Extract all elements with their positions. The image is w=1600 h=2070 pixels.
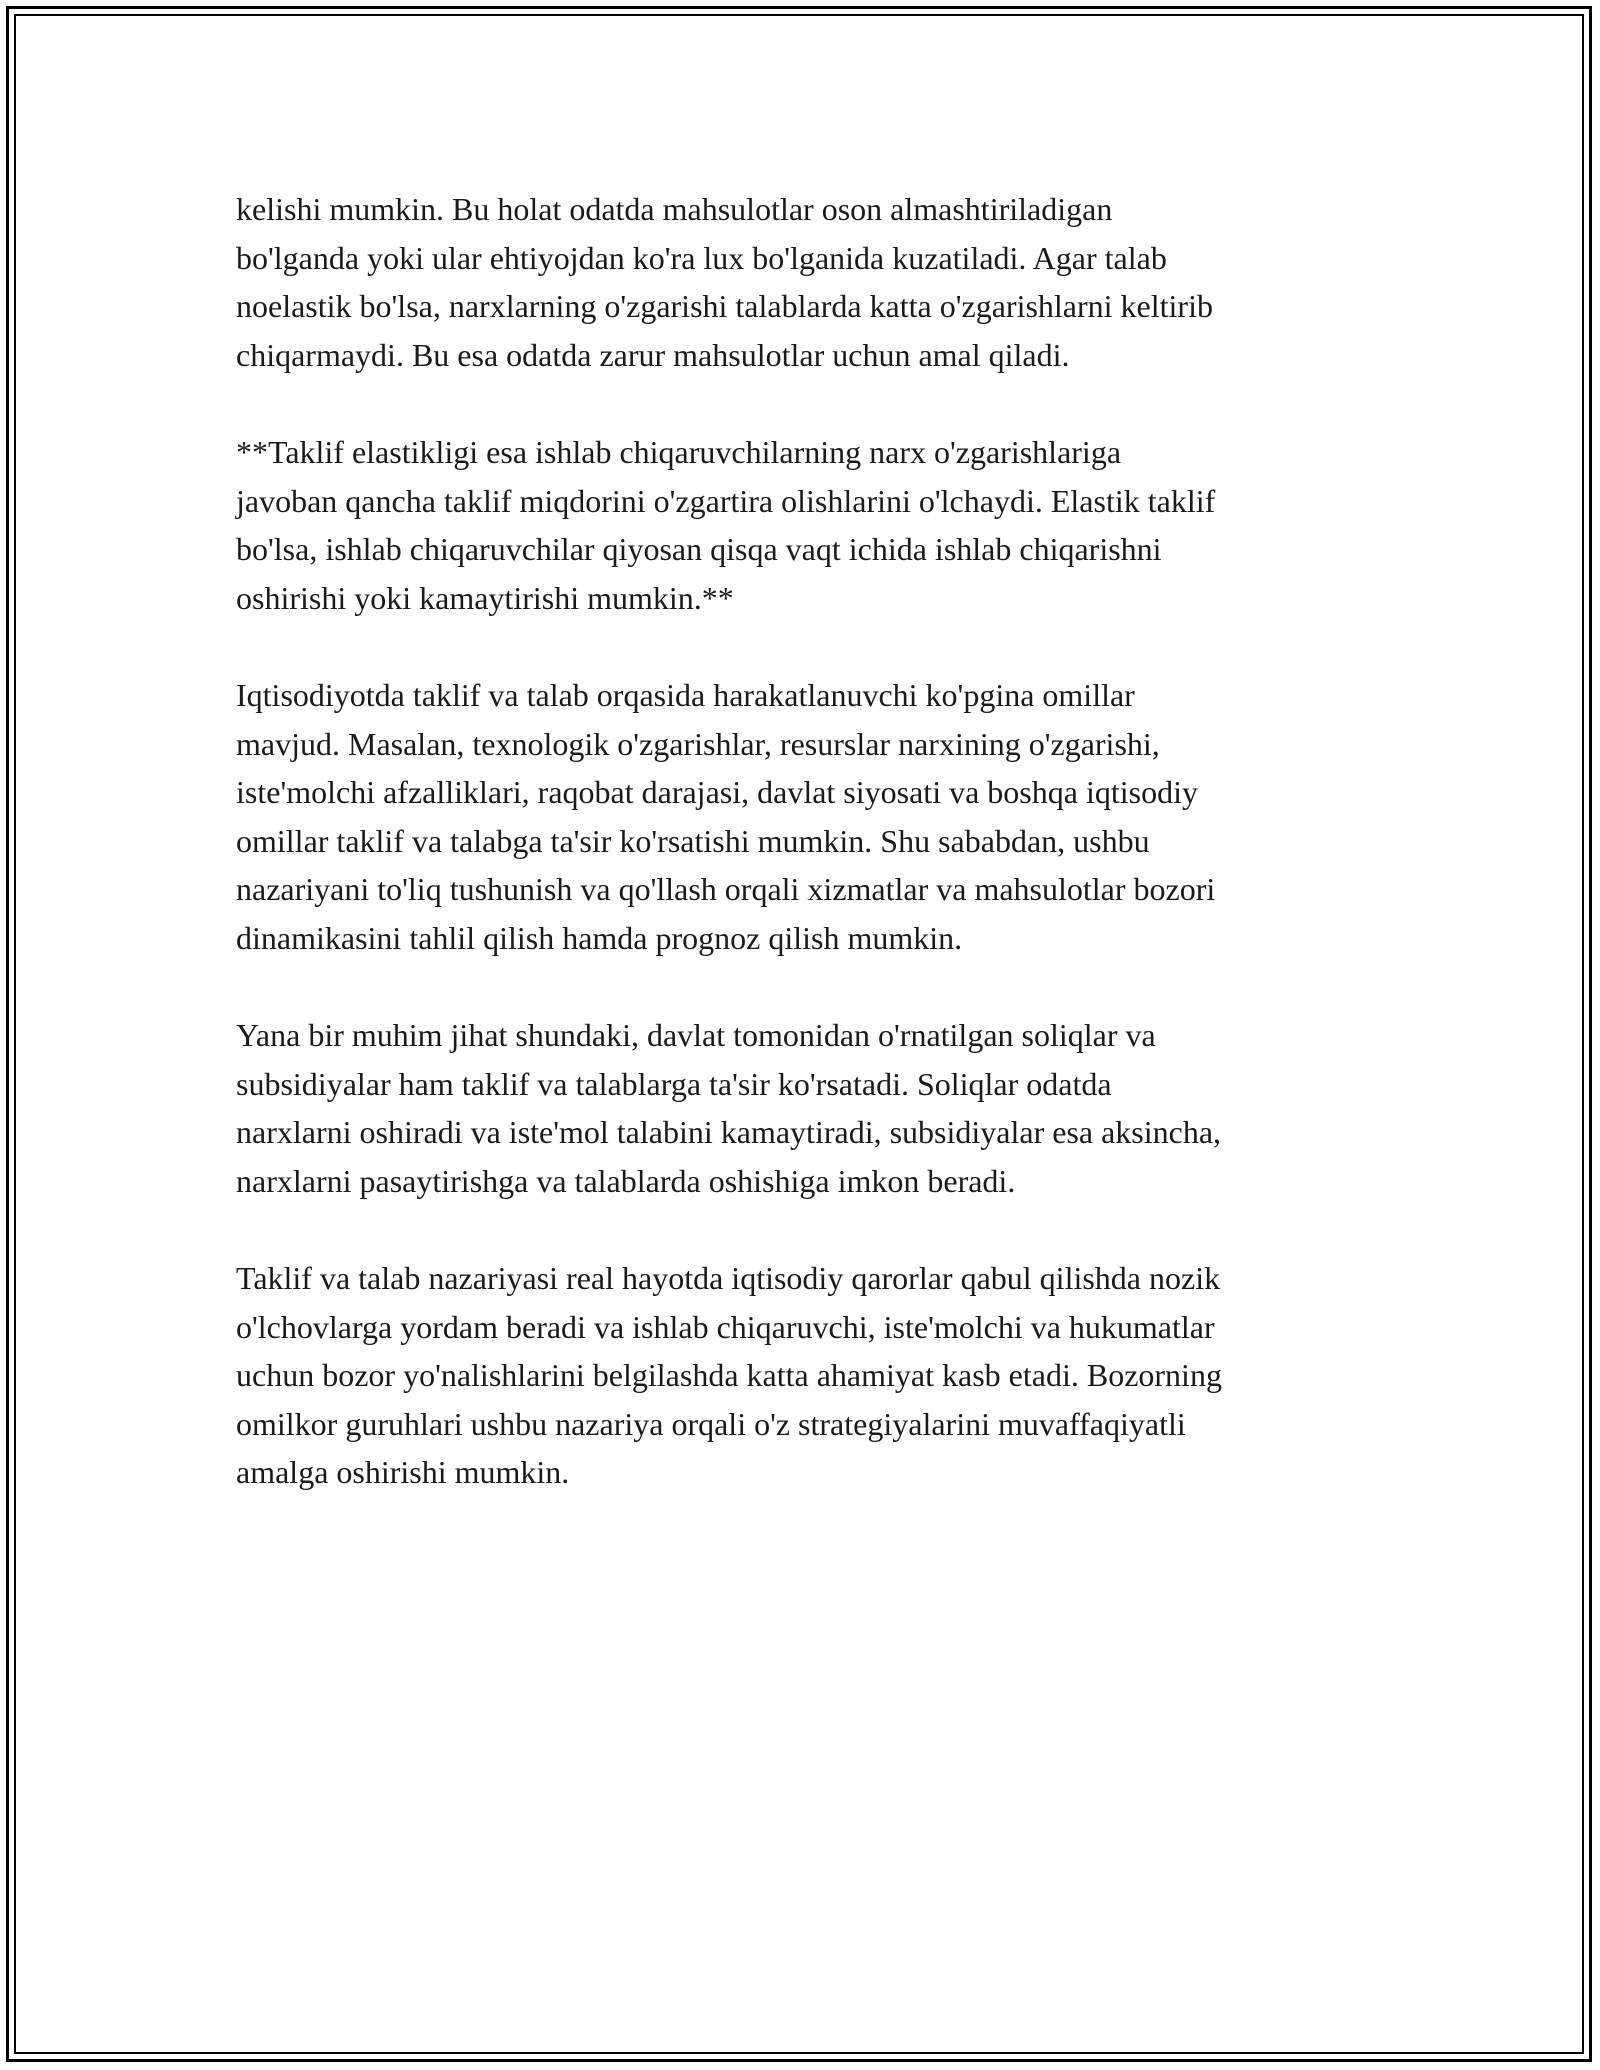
paragraph-taxes-subsidies: Yana bir muhim jihat shundaki, davlat tomonidan o'rnatilgan soliqlar va subsidiyalar ham taklif va talablarga ta'sir ko'rsatadi. Soliqlar odatda narxlarni oshiradi va iste'mol talabini kamaytiradi, subsidiyalar esa aksincha, narxlarni pasaytirishga va talablarda oshishiga imkon beradi. — [236, 1017, 1222, 1199]
paragraph-demand-elasticity: kelishi mumkin. Bu holat odatda mahsulotlar oson almashtiriladigan bo'lganda yoki ular ehtiyojdan ko'ra lux bo'lganida kuzatiladi. Agar talab noelastik bo'lsa, narxlarning o'zgarishi talablarda katta o'zgarishlarni keltirib chiqarmaydi. Bu esa odatda zarur mahsulotlar uchun amal qiladi. — [236, 191, 1213, 373]
paragraph-economic-factors: Iqtisodiyotda taklif va talab orqasida harakatlanuvchi ko'pgina omillar mavjud. Masalan, texnologik o'zgarishlar, resurslar narxining o'zgarishi, iste'molchi afzalliklari, raqobat darajasi, davlat siyosati va boshqa iqtisodiy omillar taklif va talabga ta'sir ko'rsatishi mumkin. Shu sababdan, ushbu nazariyani to'liq tushunish va qo'llash orqali xizmatlar va mahsulotlar bozori dinamikasini tahlil qilish hamda prognoz qilish mumkin. — [236, 676, 1216, 956]
paragraph-conclusion: Taklif va talab nazariyasi real hayotda iqtisodiy qarorlar qabul qilishda nozik o'lchovlarga yordam beradi va ishlab chiqaruvchi, iste'molchi va hukumatlar uchun bozor yo'nalishlarini belgilashda katta ahamiyat kasb etadi. Bozorning omilkor guruhlari ushbu nazariya orqali o'z strategiyalarini muvaffaqiyatli amalga oshirishi mumkin. — [236, 1260, 1222, 1491]
document-body — [236, 185, 1386, 1546]
paragraph-supply-elasticity: **Taklif elastikligi esa ishlab chiqaruvchilarning narx o'zgarishlariga javoban qancha taklif miqdorini o'zgartira olishlarini o'lchaydi. Elastik taklif bo'lsa, ishlab chiqaruvchilar qiyosan qisqa vaqt ichida ishlab chiqarishni oshirishi yoki kamaytirishi mumkin.** — [236, 433, 1216, 616]
